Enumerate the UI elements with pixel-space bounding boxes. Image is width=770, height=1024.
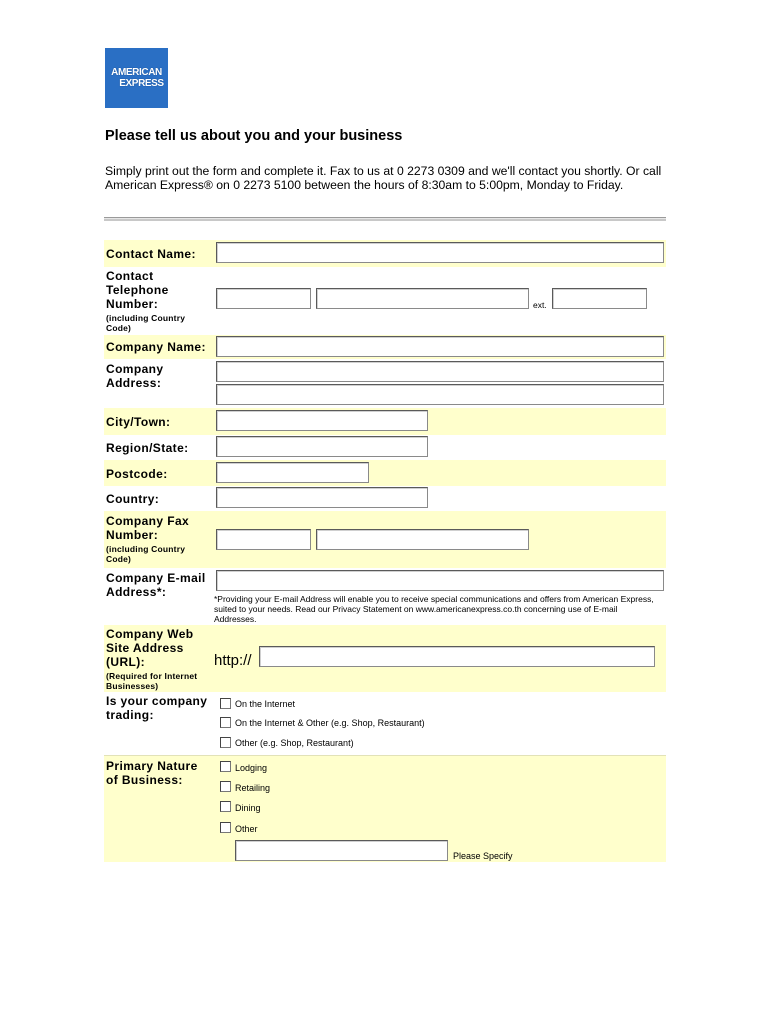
company-trading-label-line2: trading: xyxy=(106,708,154,722)
trading-internet-checkbox[interactable] xyxy=(220,698,231,709)
fax-number-input[interactable] xyxy=(316,529,529,550)
company-fax-label-line1: Company Fax xyxy=(106,514,190,528)
website-required-note-line1: (Required for Internet xyxy=(106,671,198,681)
fax-country-code-note xyxy=(106,544,189,564)
nature-dining-checkbox[interactable] xyxy=(220,801,231,812)
http-prefix: http:// xyxy=(214,652,252,669)
row-primary-nature xyxy=(104,755,666,862)
trading-internet-other-label: On the Internet & Other (e.g. Shop, Restaurant) xyxy=(235,718,425,728)
american-express-logo xyxy=(105,48,168,108)
company-fax-label-line2: Number: xyxy=(106,528,159,542)
primary-nature-label-line2: of Business: xyxy=(106,773,183,787)
row-company-address xyxy=(104,359,666,408)
primary-nature-label xyxy=(106,759,198,787)
company-name-input[interactable] xyxy=(216,336,664,357)
nature-other-specify-input[interactable] xyxy=(235,840,448,861)
city-label: City/Town: xyxy=(106,415,171,429)
company-address-input-2[interactable] xyxy=(216,384,664,405)
nature-lodging-checkbox[interactable] xyxy=(220,761,231,772)
row-contact-name xyxy=(104,240,666,267)
ext-label: ext. xyxy=(533,300,547,310)
postcode-label: Postcode: xyxy=(106,467,168,481)
trading-internet-other-checkbox[interactable] xyxy=(220,717,231,728)
company-email-label-line1: Company E-mail xyxy=(106,571,206,585)
company-website-label-line3: (URL): xyxy=(106,655,146,669)
company-trading-label xyxy=(106,694,207,722)
page-title: Please tell us about you and your business xyxy=(105,128,403,144)
company-email-label-line2: Address*: xyxy=(106,585,167,599)
contact-telephone-label-line2: Telephone xyxy=(106,283,169,297)
row-company-trading xyxy=(104,692,666,755)
postcode-input[interactable] xyxy=(216,462,369,483)
website-url-input[interactable] xyxy=(259,646,655,667)
company-website-label-line1: Company Web xyxy=(106,627,194,641)
country-label: Country: xyxy=(106,492,160,506)
row-region xyxy=(104,435,666,460)
fax-country-code-note-line1: (including Country xyxy=(106,544,186,554)
nature-retailing-label: Retailing xyxy=(235,783,271,793)
intro-text: Simply print out the form and complete it. Fax to us at 0 2273 0309 and we'll contact you shortly. Or call American Express® on 0 2273 5100 between the hours of 8:30am to 5:00pm, Monday to Friday. xyxy=(105,164,662,192)
website-required-note-line2: Businesses) xyxy=(106,681,159,691)
company-address-label-line2: Address: xyxy=(106,376,162,390)
company-email-input[interactable] xyxy=(216,570,664,591)
row-company-website xyxy=(104,625,666,692)
fax-country-code-note-line2: Code) xyxy=(106,554,132,564)
nature-other-label: Other xyxy=(235,824,258,834)
company-address-input-1[interactable] xyxy=(216,361,664,382)
company-address-label-line1: Company xyxy=(106,362,164,376)
primary-nature-label-line1: Primary Nature xyxy=(106,759,198,773)
trading-other-label: Other (e.g. Shop, Restaurant) xyxy=(235,738,354,748)
row-company-name xyxy=(104,335,666,359)
phone-number-input[interactable] xyxy=(316,288,529,309)
email-privacy-note: *Providing your E-mail Address will enable you to receive special communications and offers from American Express, suited to your needs. Read our Privacy Statement on www.americanexpress.co.th concerning use of E-mail Addresses. xyxy=(214,594,654,624)
region-input[interactable] xyxy=(216,436,428,457)
nature-retailing-checkbox[interactable] xyxy=(220,781,231,792)
city-input[interactable] xyxy=(216,410,428,431)
contact-name-label: Contact Name: xyxy=(106,247,196,261)
row-company-fax xyxy=(104,511,666,568)
row-postcode xyxy=(104,460,666,486)
company-email-label xyxy=(106,571,206,599)
trading-internet-label: On the Internet xyxy=(235,699,296,709)
contact-telephone-label-line1: Contact xyxy=(106,269,154,283)
please-specify-label: Please Specify xyxy=(453,851,513,861)
contact-telephone-label xyxy=(106,269,185,333)
logo-text-line1: AMERICAN xyxy=(111,67,162,78)
contact-telephone-label-line3: Number: xyxy=(106,297,159,311)
logo-text-line2: EXPRESS xyxy=(119,78,164,89)
company-fax-label xyxy=(106,514,189,564)
company-name-label: Company Name: xyxy=(106,340,206,354)
company-website-label-line2: Site Address xyxy=(106,641,184,655)
row-country xyxy=(104,486,666,511)
row-city xyxy=(104,408,666,435)
country-input[interactable] xyxy=(216,487,428,508)
country-code-note xyxy=(106,313,185,333)
company-address-label xyxy=(106,362,163,390)
region-label: Region/State: xyxy=(106,441,189,455)
trading-other-checkbox[interactable] xyxy=(220,737,231,748)
row-contact-telephone xyxy=(104,267,666,335)
contact-name-input[interactable] xyxy=(216,242,664,263)
divider xyxy=(104,217,666,221)
phone-ext-input[interactable] xyxy=(552,288,647,309)
nature-lodging-label: Lodging xyxy=(235,763,268,773)
row-company-email xyxy=(104,568,666,625)
phone-country-code-input[interactable] xyxy=(216,288,311,309)
country-code-note-line2: Code) xyxy=(106,323,132,333)
nature-other-checkbox[interactable] xyxy=(220,822,231,833)
company-trading-label-line1: Is your company xyxy=(106,694,208,708)
fax-country-code-input[interactable] xyxy=(216,529,311,550)
company-website-label xyxy=(106,627,197,691)
country-code-note-line1: (including Country xyxy=(106,313,186,323)
website-required-note xyxy=(106,671,197,691)
nature-dining-label: Dining xyxy=(235,803,261,813)
